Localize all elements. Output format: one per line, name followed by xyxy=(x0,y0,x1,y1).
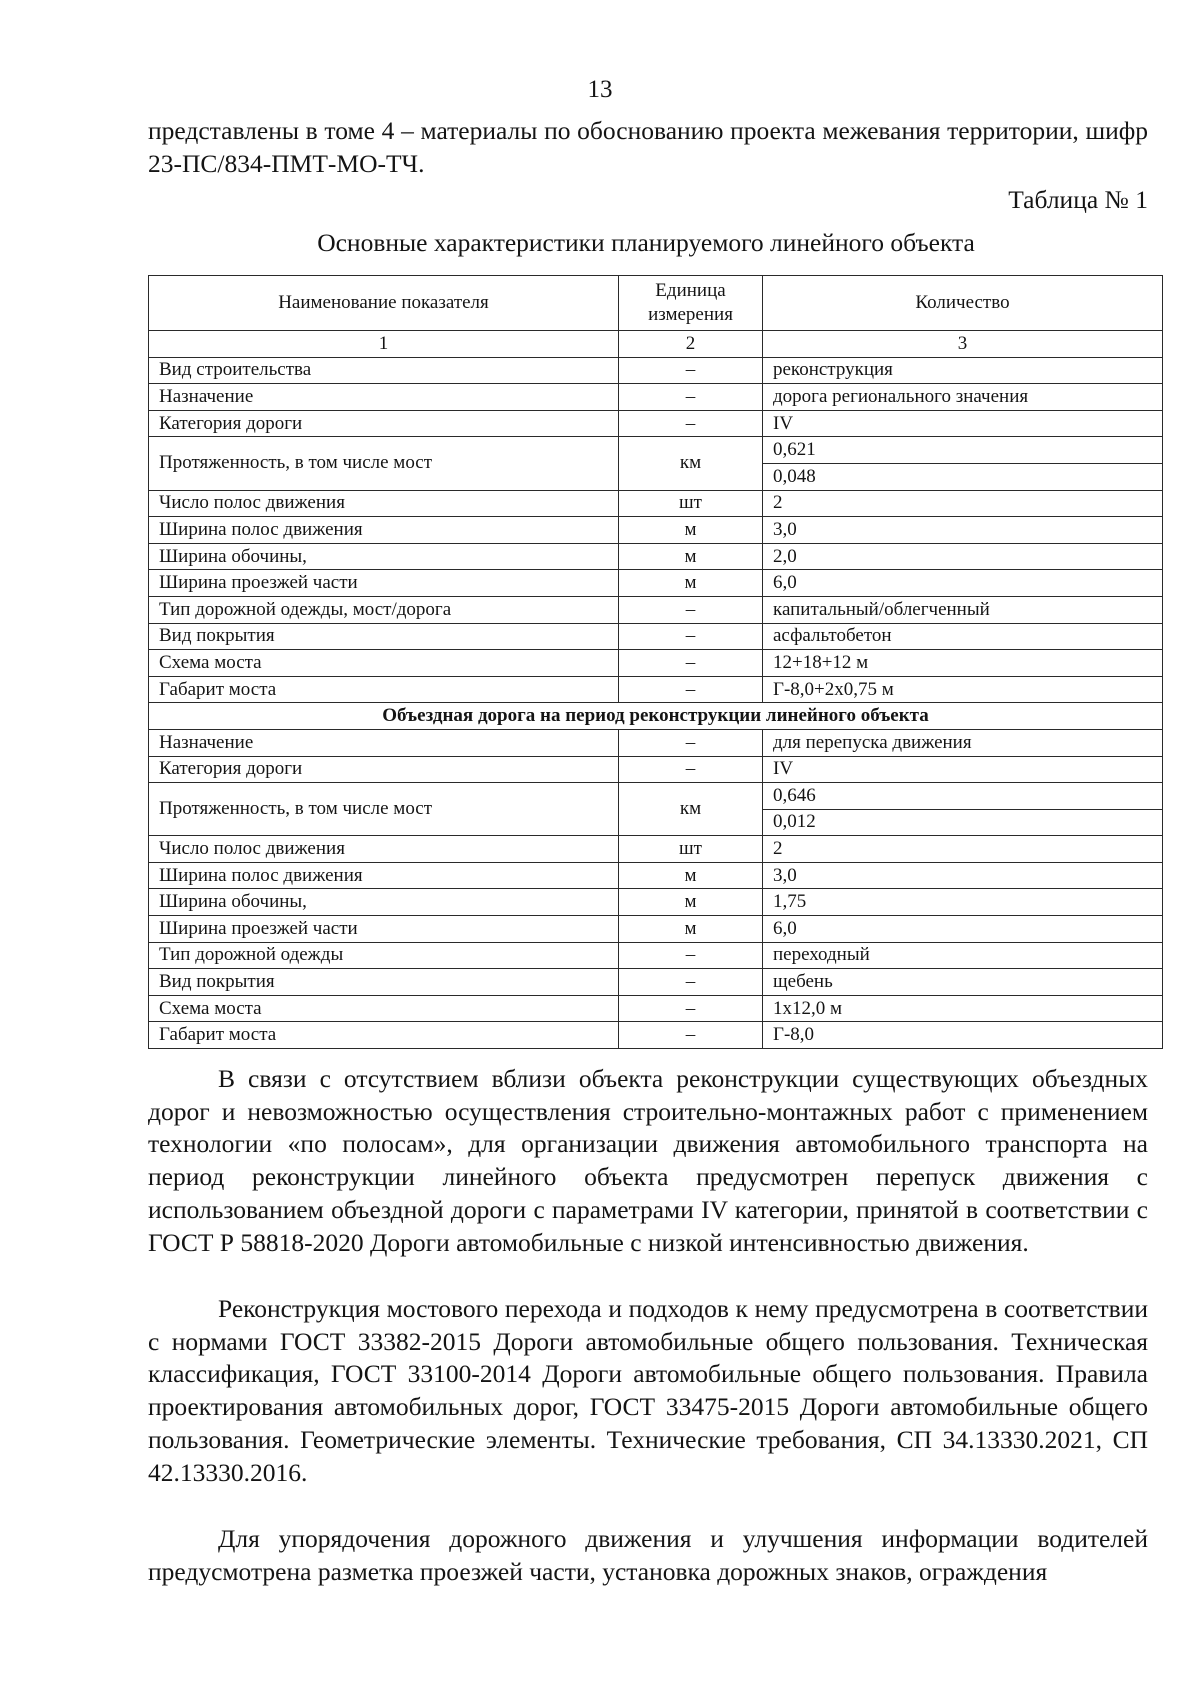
row-unit: – xyxy=(619,357,763,384)
row-value: IV xyxy=(763,410,1163,437)
row-name: Категория дороги xyxy=(149,410,619,437)
table-row xyxy=(149,543,1163,570)
row-unit: км xyxy=(619,437,763,490)
header-quantity: Количество xyxy=(763,276,1163,331)
header-unit: Единица измерения xyxy=(619,276,763,331)
row-name: Назначение xyxy=(149,729,619,756)
row-unit: – xyxy=(619,650,763,677)
row-unit: – xyxy=(619,1022,763,1049)
table-row xyxy=(149,676,1163,703)
page-number: 13 xyxy=(587,76,613,103)
row-unit: – xyxy=(619,969,763,996)
row-unit: м xyxy=(619,570,763,597)
row-name: Протяженность, в том числе мост xyxy=(149,437,619,490)
row-unit: – xyxy=(619,410,763,437)
row-name: Вид покрытия xyxy=(149,969,619,996)
reconstruction-paragraph: Реконструкция мостового перехода и подходов к нему предусмотрена в соответствии с нормами ГОСТ 33382-2015 Дороги автомобильные общего пользования. Техническая классификация, ГОСТ 33100-2014 Дороги автомобильные общего пользования. Правила проектирования автомобильных дорог, ГОСТ 33475-2015 Дороги автомобильные общего пользования. Геометрические элементы. Технические требования, СП 34.13330.2021, СП 42.13330.2016. xyxy=(148,1294,1148,1487)
table-row xyxy=(149,570,1163,597)
section-row xyxy=(149,703,1163,730)
row-value: 1,75 xyxy=(763,889,1163,916)
bypass-paragraph: В связи с отсутствием вблизи объекта реконструкции существующих объездных дорог и невозможностью осуществления строительно-монтажных работ с применением технологии «по полосам», для организации движения автомобильного транспорта на период реконструкции линейного объекта предусмотрен перепуск движения с использованием объездной дороги с параметрами IV категории, принятой в соответствии с ГОСТ Р 58818-2020 Дороги автомобильные с низкой интенсивностью движения. xyxy=(148,1064,1148,1257)
row-name: Габарит моста xyxy=(149,1022,619,1049)
table-row xyxy=(149,384,1163,411)
table-title: Основные характеристики планируемого линейного объекта xyxy=(317,228,975,257)
row-unit: шт xyxy=(619,490,763,517)
table-row xyxy=(149,650,1163,677)
table-row xyxy=(149,862,1163,889)
row-value: 12+18+12 м xyxy=(763,650,1163,677)
row-unit: – xyxy=(619,596,763,623)
row-unit: м xyxy=(619,543,763,570)
row-unit: шт xyxy=(619,836,763,863)
table-row xyxy=(149,623,1163,650)
row-value: 6,0 xyxy=(763,570,1163,597)
row-unit: м xyxy=(619,862,763,889)
row-unit: км xyxy=(619,783,763,836)
row-value: дорога регионального значения xyxy=(763,384,1163,411)
table-row xyxy=(149,756,1163,783)
table-row xyxy=(149,783,1163,810)
table-row xyxy=(149,729,1163,756)
row-value: 2,0 xyxy=(763,543,1163,570)
bypass-rows xyxy=(149,729,1163,1048)
table-row xyxy=(149,969,1163,996)
row-value: 2 xyxy=(763,836,1163,863)
row-value: переходный xyxy=(763,942,1163,969)
column-number: 1 xyxy=(149,331,619,358)
row-value: 1х12,0 м xyxy=(763,995,1163,1022)
row-value: IV xyxy=(763,756,1163,783)
table-header-row xyxy=(149,276,1163,331)
header-name: Наименование показателя xyxy=(149,276,619,331)
row-name: Назначение xyxy=(149,384,619,411)
section-row-group xyxy=(149,703,1163,730)
row-unit: – xyxy=(619,756,763,783)
row-unit: – xyxy=(619,995,763,1022)
row-value: 3,0 xyxy=(763,862,1163,889)
row-name: Число полос движения xyxy=(149,490,619,517)
table-row xyxy=(149,437,1163,464)
row-unit: – xyxy=(619,676,763,703)
intro-paragraph: представлены в томе 4 – материалы по обоснованию проекта межевания территории, шифр 23-ПС/834-ПМТ-МО-ТЧ. xyxy=(148,116,1148,178)
row-value: Г-8,0 xyxy=(763,1022,1163,1049)
table-row xyxy=(149,916,1163,943)
row-value: 0,048 xyxy=(763,463,1163,490)
row-value: Г-8,0+2х0,75 м xyxy=(763,676,1163,703)
table-row xyxy=(149,410,1163,437)
row-name: Ширина обочины, xyxy=(149,889,619,916)
row-value: 0,012 xyxy=(763,809,1163,836)
row-unit: – xyxy=(619,384,763,411)
row-name: Ширина проезжей части xyxy=(149,570,619,597)
section-title: Объездная дорога на период реконструкции линейного объекта xyxy=(149,703,1163,730)
column-number: 3 xyxy=(763,331,1163,358)
row-name: Схема моста xyxy=(149,650,619,677)
row-name: Ширина обочины, xyxy=(149,543,619,570)
row-unit: – xyxy=(619,729,763,756)
row-name: Ширина полос движения xyxy=(149,517,619,544)
row-value: 6,0 xyxy=(763,916,1163,943)
row-name: Категория дороги xyxy=(149,756,619,783)
row-name: Габарит моста xyxy=(149,676,619,703)
table-row xyxy=(149,596,1163,623)
table-row xyxy=(149,357,1163,384)
row-value: щебень xyxy=(763,969,1163,996)
row-name: Вид строительства xyxy=(149,357,619,384)
row-value: реконструкция xyxy=(763,357,1163,384)
marking-paragraph: Для упорядочения дорожного движения и улучшения информации водителей предусмотрена разметка проезжей части, установка дорожных знаков, ограждения xyxy=(148,1524,1148,1586)
table-row xyxy=(149,836,1163,863)
row-name: Тип дорожной одежды, мост/дорога xyxy=(149,596,619,623)
row-value: капитальный/облегченный xyxy=(763,596,1163,623)
table-number: Таблица № 1 xyxy=(1008,185,1148,214)
table-row xyxy=(149,889,1163,916)
row-unit: – xyxy=(619,623,763,650)
row-unit: – xyxy=(619,942,763,969)
table-row xyxy=(149,517,1163,544)
main-rows xyxy=(149,357,1163,703)
row-name: Ширина полос движения xyxy=(149,862,619,889)
row-value: 0,621 xyxy=(763,437,1163,464)
row-name: Протяженность, в том числе мост xyxy=(149,783,619,836)
row-value: 0,646 xyxy=(763,783,1163,810)
column-number-row xyxy=(149,331,1163,358)
row-name: Вид покрытия xyxy=(149,623,619,650)
row-unit: м xyxy=(619,916,763,943)
table-row xyxy=(149,995,1163,1022)
row-value: асфальтобетон xyxy=(763,623,1163,650)
table-row xyxy=(149,1022,1163,1049)
row-value: для перепуска движения xyxy=(763,729,1163,756)
row-value: 3,0 xyxy=(763,517,1163,544)
row-unit: м xyxy=(619,517,763,544)
characteristics-table xyxy=(148,275,1163,1049)
row-name: Ширина проезжей части xyxy=(149,916,619,943)
row-value: 2 xyxy=(763,490,1163,517)
table-row xyxy=(149,490,1163,517)
column-number: 2 xyxy=(619,331,763,358)
row-name: Схема моста xyxy=(149,995,619,1022)
row-name: Тип дорожной одежды xyxy=(149,942,619,969)
row-name: Число полос движения xyxy=(149,836,619,863)
row-unit: м xyxy=(619,889,763,916)
table-row xyxy=(149,942,1163,969)
